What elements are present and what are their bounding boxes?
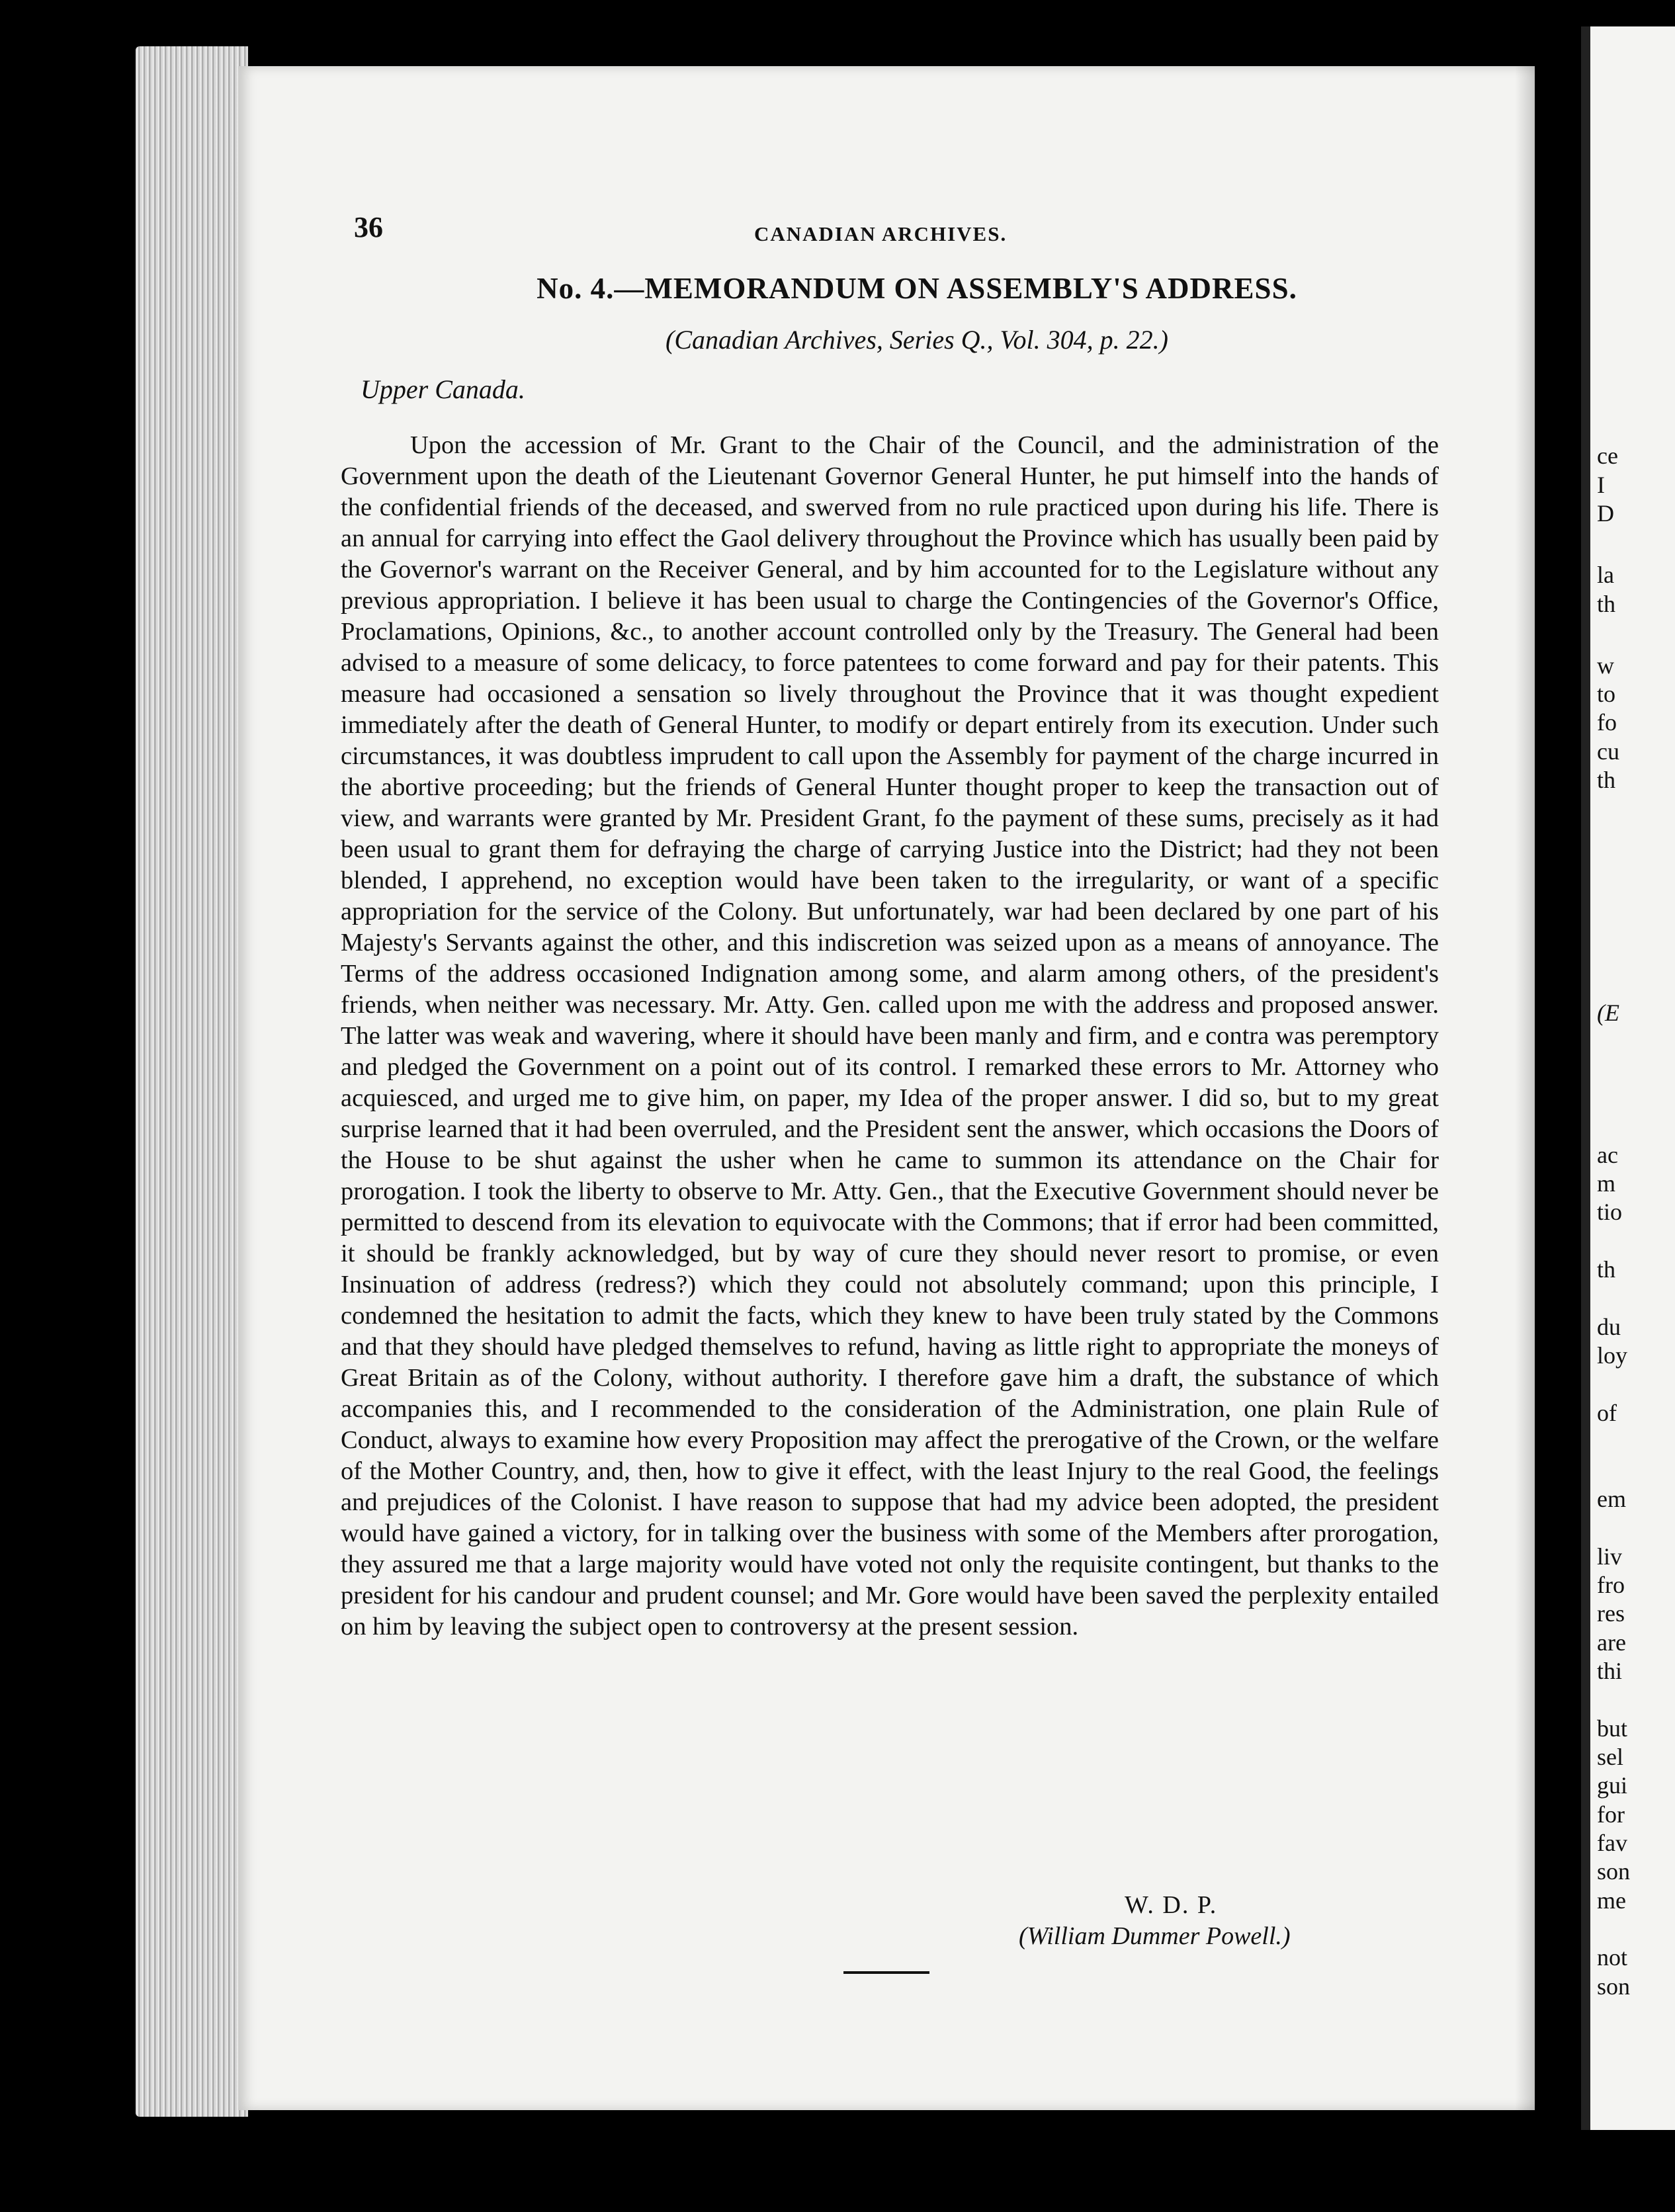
right-page-fragment: fro <box>1597 1572 1625 1598</box>
right-page-fragment: res <box>1597 1600 1625 1627</box>
right-page-fragment: la <box>1597 562 1614 588</box>
right-page-fragment: not <box>1597 1944 1628 1971</box>
right-page-fragment: cu <box>1597 738 1619 765</box>
right-page-fragment: em <box>1597 1486 1626 1512</box>
running-head: CANADIAN ARCHIVES. <box>754 222 1008 245</box>
page-number: 36 <box>354 211 383 243</box>
right-page-fragment: m <box>1597 1170 1616 1197</box>
right-page-fragment: th <box>1597 591 1616 617</box>
right-page-fragment: du <box>1597 1314 1621 1340</box>
right-page-fragment: ce <box>1597 443 1618 469</box>
right-page-fragment: thi <box>1597 1658 1623 1684</box>
right-page-fragment: are <box>1597 1629 1626 1656</box>
right-page-fragment: of <box>1597 1400 1617 1426</box>
right-page-fragment: sel <box>1597 1744 1623 1770</box>
right-page-fragment: to <box>1597 681 1616 707</box>
right-page-fragment: son <box>1597 1973 1631 2000</box>
right-page-fragment: son <box>1597 1858 1631 1885</box>
end-rule-divider <box>843 1971 929 1974</box>
right-page-fragment: tio <box>1597 1199 1623 1225</box>
right-page-fragment: th <box>1597 1256 1616 1283</box>
right-page-fragment: th <box>1597 767 1616 793</box>
right-page-fragment: I <box>1597 472 1605 498</box>
signature-initials: W. D. P. <box>1125 1891 1218 1919</box>
archive-citation: (Canadian Archives, Series Q., Vol. 304, p. 22.) <box>666 325 1168 355</box>
memorandum-body: Upon the accession of Mr. Grant to the Chair of the Council, and the administration of the Government upon the death of the Lieutenant Governor General Hunter, he put himself into the hands of the confidential friends of the deceased, and swerved from no rule practiced upon during his life. There is an annual for carrying into effect the Gaol delivery throughout the Province which has usually been paid by the Governor's warrant on the Receiver General, and by him accounted for to the Legislature without any previous appropriation. I believe it has been usual to charge the Contingencies of the Governor's Office, Proclamations, Opinions, &c., to another account controlled only by the Treasury. The General had been advised to a measure of some delicacy, to force patentees to come forward and pay for their patents. This measure had occasioned a sensation so lively throughout the Province that it was thought expedient immediately after the death of General Hunter, to modify or depart entirely from its execution. Under such circumstances, it was doubtless imprudent to call upon the Assembly for payment of the charge incurred in the abortive proceeding; but the friends of General Hunter thought proper to keep the transaction out of view, and warrants were granted by Mr. President Grant, fo the payment of these sums, precisely as it had been usual to grant them for defraying the charge of carrying Justice into the District; had they not been blended, I apprehend, no exception would have been taken to the irregularity, or want of a specific appropriation for the service of the Colony. But unfortunately, war had been declared by one part of his Majesty's Servants against the other, and this indiscretion was seized upon as a means of annoyance. The Terms of the address occasioned Indignation among some, and alarm among others, of the president's friends, when neither was necessary. Mr. Atty. Gen. called upon me with the address and proposed answer. The latter was weak and wavering, where it should have been manly and firm, and e contra was peremptory and pledged the Government on a point out of its control. I remarked these errors to Mr. Attorney who acquiesced, and urged me to give him, on paper, my Idea of the proper answer. I did so, but to my great surprise learned that it had been overruled, and the President sent the answer, which occasions the Doors of the House to be shut against the usher when he came to summon its attendance on the Chair for prorogation. I took the liberty to observe to Mr. Atty. Gen., that the Executive Government should never be permitted to descend from its elevation to equivocate with the Commons; that if error had been committed, it should be frankly acknowledged, but by way of cure they should never resort to promise, or even Insinuation of address (redress?) which they could not absolutely command; upon this principle, I condemned the hesitation to admit the facts, which they knew to have been truly stated by the Commons and that they should have pledged themselves to refund, having as little right to appropriate the moneys of Great Britain as of the Colony, without authority. I therefore gave him a draft, the substance of which accompanies this, and I recommended to the consideration of the Administration, one plain Rule of Conduct, always to examine how every Proposition may affect the prerogative of the Crown, or the welfare of the Mother Country, and, then, how to give it effect, with the least Injury to the real Good, the feelings and prejudices of the Colonist. I have reason to suppose that had my advice been adopted, the president would have gained a victory, for in talking over the business with some of the Members after prorogation, they assured me that a large majority would have voted not only the requisite contingent, but thanks to the president for his candour and prudent counsel; and Mr. Gore would have been saved the perplexity entailed on him by leaving the subject open to controversy at the present session. <box>341 431 1439 1640</box>
right-page-fragment: D <box>1597 500 1614 527</box>
right-page-fragment: liv <box>1597 1543 1623 1570</box>
right-page-fragment: for <box>1597 1801 1625 1828</box>
right-page-fragment: (E <box>1597 1000 1619 1026</box>
right-page-fragment: gui <box>1597 1772 1628 1799</box>
gutter-shadow <box>1515 66 1555 2110</box>
right-page-fragment: me <box>1597 1887 1626 1914</box>
document-title: No. 4.—MEMORANDUM ON ASSEMBLY'S ADDRESS. <box>537 272 1297 305</box>
place-heading: Upper Canada. <box>361 374 525 404</box>
right-page-fragment: but <box>1597 1715 1628 1742</box>
right-page-fragment: fav <box>1597 1830 1627 1856</box>
right-page-fragment: fo <box>1597 709 1617 736</box>
book-page-edges <box>136 46 248 2117</box>
right-page-fragment: loy <box>1597 1342 1628 1369</box>
signature-name: (William Dummer Powell.) <box>1019 1922 1291 1950</box>
right-page-fragment: ac <box>1597 1142 1618 1168</box>
right-page-fragment: w <box>1597 652 1614 679</box>
